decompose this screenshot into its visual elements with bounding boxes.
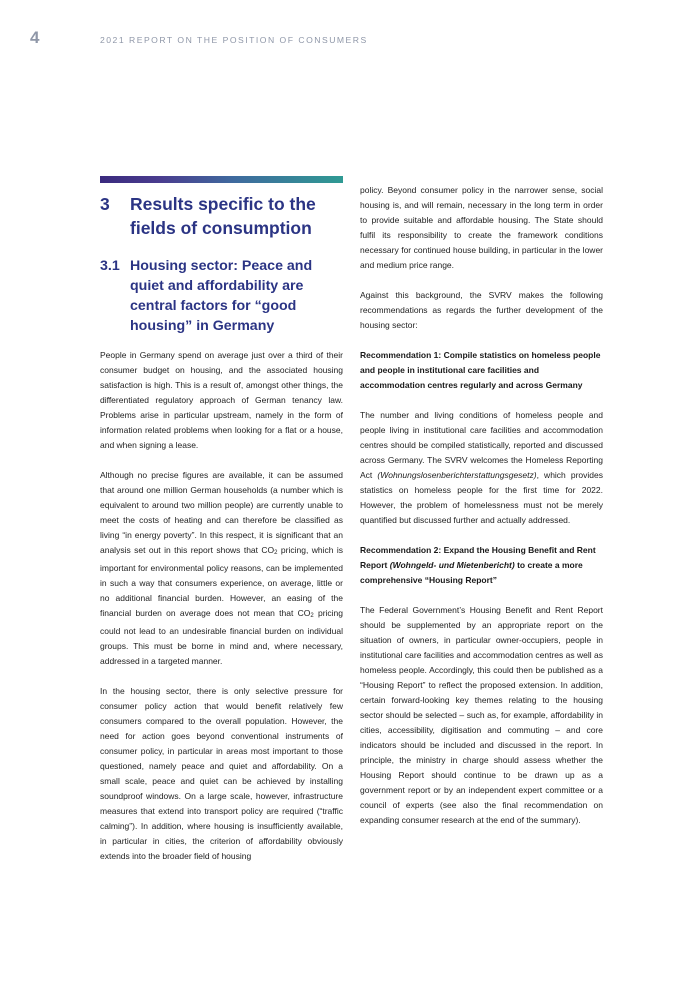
paragraph: People in Germany spend on average just over a third of their consumer budget on housing, and the associated housing satisfaction is high. This is a result of, amongst other things, the differentiated regulatory approach of German tenancy law. Problems arise in particular upstream, namely in the form of information related problems when looking for a flat or a house, and when signing a lease. [100,350,343,450]
paragraph: policy. Beyond consumer policy in the narrower sense, social housing is, and will remain, necessary in the long term in order to provide suitable and affordable housing. The State should fulfil its responsibility to create the framework conditions necessary for continued house building, in particular in the lower and medium price range. [360,185,603,270]
paragraph: Against this background, the SVRV makes the following recommendations as regards the further development of the housing sector: [360,290,603,330]
recommendation-2-heading: Recommendation 2: Expand the Housing Benefit and Rent Report (Wohngeld- und Mietenbericht) to create a more comprehensive “Housing Report” [360,545,596,585]
running-header: 2021 REPORT ON THE POSITION OF CONSUMERS [100,35,368,45]
paragraph: In the housing sector, there is only selective pressure for consumer policy action that would benefit relatively few consumers compared to the overall population. However, the need for action goes beyond conventional instruments of consumer policy, in particular in areas most important to those questioned, namely peace and quiet and affordability. On a small scale, peace and quiet can be achieved by installing soundproof windows. On a large scale, however, infrastructure measures that extend into transport policy are required (“traffic calming”). In addition, where housing is insufficiently available, in particular in cities, the criterion of affordability obviously extends into the broader field of housing [100,686,343,861]
paragraph: The Federal Government’s Housing Benefit and Rent Report should be supplemented by an appropriate report on the situation of owners, in particular owner-occupiers, people in institutional care facilities and accommodation centres as well as homeless people. Accordingly, this could then be published as a “Housing Report” to reflect the proposed extension. In addition, certain forward-looking key themes relating to the housing sector should be selected – such as, for example, affordability in cities, accessibility, digitisation and commuting – and core indicators should be included and discussed in the report. In principle, the ministry in charge should assess whether the Housing Report should continue to be drawn up as a government report or by an independent expert committee or a council of experts (see also the final recommendation on expanding consumer research at the end of the summary). [360,605,603,825]
section-number: 3 [100,194,110,214]
section-color-bar [100,176,343,183]
subsection-title: Housing sector: Peace and quiet and affordability are central factors for “good housing” in Germany [130,258,313,334]
left-column [100,348,343,879]
page-number: 4 [30,28,40,47]
paragraph: Although no precise figures are available, it can be assumed that around one million German households (a number which is equivalent to around two million people) are currently unable to meet the costs of heating and can therefore be classified as living “in energy poverty”. In this respect, it is significant that an analysis set out in this report shows that $CO_2$ pricing, which is important for environmental policy reasons, can be implemented in such a way that consumers experience, on average, little or no additional financial burden. However, an easing of the financial burden on average does not mean that $CO_2$ pricing could not lead to an undesirable financial burden on individual groups. This must be borne in mind and, where necessary, addressed in a targeted manner. [100,470,344,666]
right-column [360,183,603,843]
subsection-number: 3.1 [100,258,120,274]
subsection-heading [100,256,345,336]
section-heading [100,192,345,240]
recommendation-1-heading: Recommendation 1: Compile statistics on homeless people and people in institutional care facilities and accommodation centres regularly and across Germany [360,350,601,390]
section-title: Results specific to the fields of consumption [130,194,316,238]
paragraph: The number and living conditions of homeless people and people living in institutional care facilities and accommodation centres should be compiled statistically, reported and discussed across Germany. The SVRV welcomes the Homeless Reporting Act (Wohnungslosenberichterstattungsgesetz), which provides statistics on homeless people for the first time for 2022. However, the problem of homelessness must not be merely quantified but discussed further and actually addressed. [360,410,603,525]
